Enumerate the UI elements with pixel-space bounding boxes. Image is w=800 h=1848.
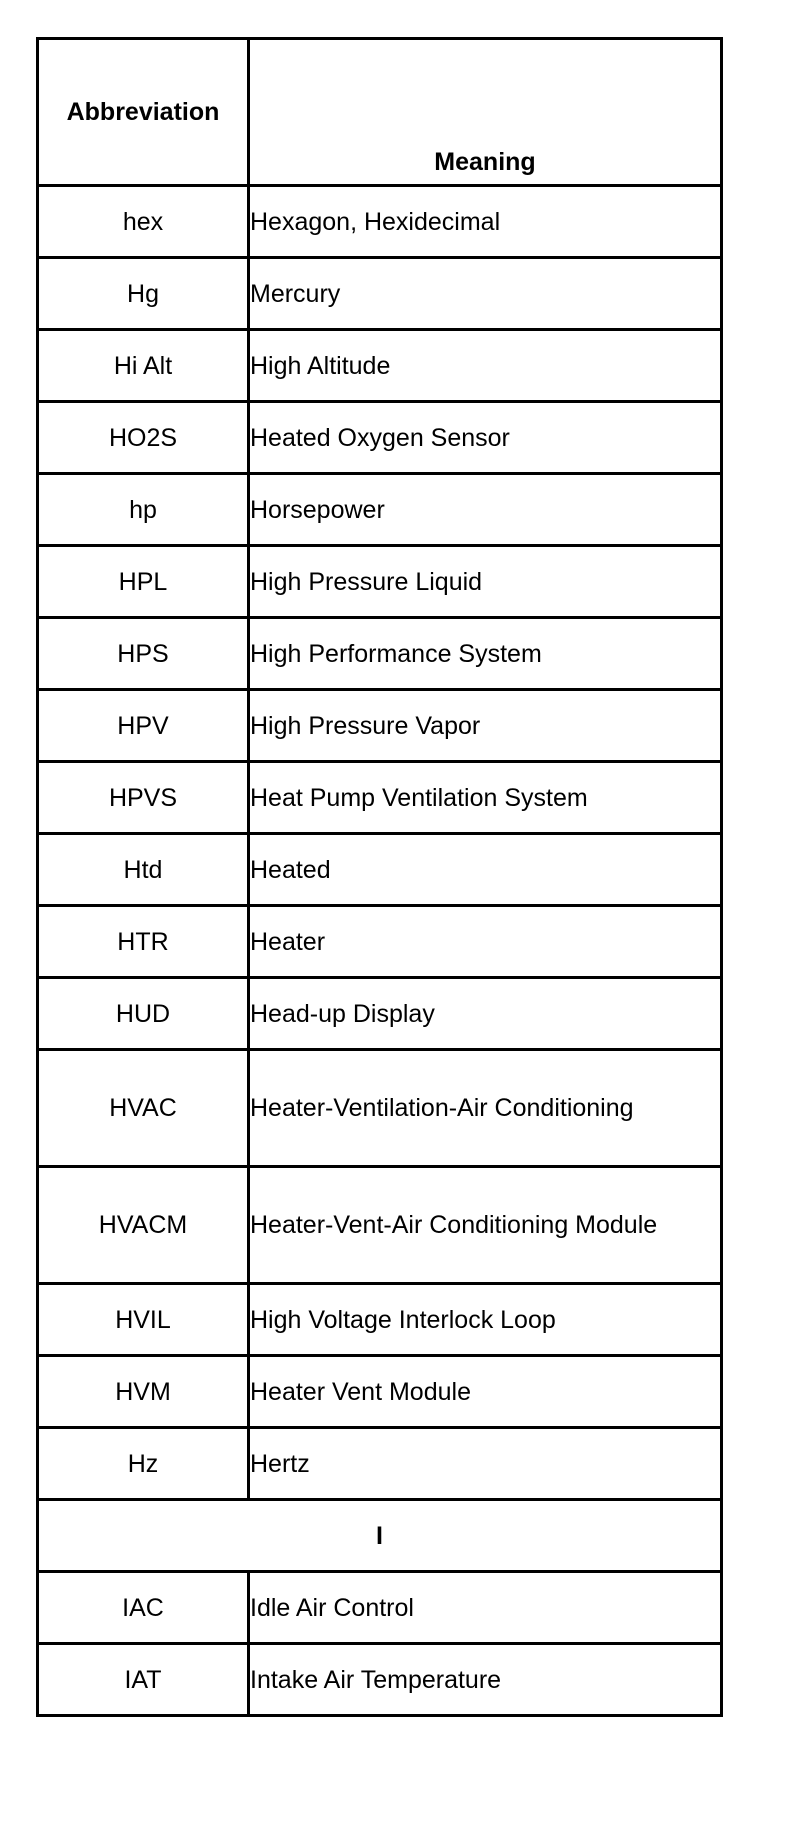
section-row [38, 1500, 722, 1572]
abbr-cell: HPV [38, 690, 249, 762]
abbr-cell: HTR [38, 906, 249, 978]
table-row [38, 258, 722, 330]
section-letter: I [38, 1500, 722, 1572]
meaning-cell: Head-up Display [249, 978, 722, 1050]
abbr-cell: HVIL [38, 1284, 249, 1356]
abbr-cell: HVACM [38, 1167, 249, 1284]
meaning-cell: High Altitude [249, 330, 722, 402]
abbr-cell: HPL [38, 546, 249, 618]
abbr-cell: Hg [38, 258, 249, 330]
table-row [38, 546, 722, 618]
abbr-cell: IAT [38, 1644, 249, 1716]
meaning-cell: High Pressure Liquid [249, 546, 722, 618]
table-row [38, 1356, 722, 1428]
meaning-cell: Idle Air Control [249, 1572, 722, 1644]
meaning-cell: High Voltage Interlock Loop [249, 1284, 722, 1356]
abbr-cell: HPVS [38, 762, 249, 834]
table-row [38, 1644, 722, 1716]
table-row [38, 330, 722, 402]
table-header-row [38, 39, 722, 186]
table-row [38, 762, 722, 834]
table-row [38, 474, 722, 546]
header-abbreviation: Abbreviation [38, 39, 249, 186]
table-row [38, 978, 722, 1050]
meaning-cell: Horsepower [249, 474, 722, 546]
table-row [38, 906, 722, 978]
table-row [38, 690, 722, 762]
abbr-cell: HVAC [38, 1050, 249, 1167]
meaning-cell: Mercury [249, 258, 722, 330]
abbr-cell: HVM [38, 1356, 249, 1428]
abbr-cell: hp [38, 474, 249, 546]
table-row [38, 834, 722, 906]
meaning-cell: High Performance System [249, 618, 722, 690]
abbreviation-table [36, 37, 723, 1717]
header-meaning: Meaning [249, 39, 722, 186]
table-row [38, 618, 722, 690]
meaning-cell: Hexagon, Hexidecimal [249, 186, 722, 258]
abbr-cell: Htd [38, 834, 249, 906]
meaning-cell: Heated Oxygen Sensor [249, 402, 722, 474]
abbr-cell: IAC [38, 1572, 249, 1644]
meaning-cell: Hertz [249, 1428, 722, 1500]
meaning-cell: Heater Vent Module [249, 1356, 722, 1428]
table-row [38, 1572, 722, 1644]
abbr-cell: HUD [38, 978, 249, 1050]
abbr-cell: HPS [38, 618, 249, 690]
meaning-cell: Heat Pump Ventilation System [249, 762, 722, 834]
table-row [38, 1428, 722, 1500]
meaning-cell: Intake Air Temperature [249, 1644, 722, 1716]
table-row [38, 1167, 722, 1284]
abbr-cell: Hz [38, 1428, 249, 1500]
table-row [38, 402, 722, 474]
meaning-cell: Heater-Vent-Air Conditioning Module [249, 1167, 722, 1284]
table-row [38, 186, 722, 258]
meaning-cell: High Pressure Vapor [249, 690, 722, 762]
table-row [38, 1050, 722, 1167]
meaning-cell: Heater [249, 906, 722, 978]
table-row [38, 1284, 722, 1356]
meaning-cell: Heated [249, 834, 722, 906]
meaning-cell: Heater-Ventilation-Air Conditioning [249, 1050, 722, 1167]
abbr-cell: Hi Alt [38, 330, 249, 402]
abbr-cell: hex [38, 186, 249, 258]
abbr-cell: HO2S [38, 402, 249, 474]
